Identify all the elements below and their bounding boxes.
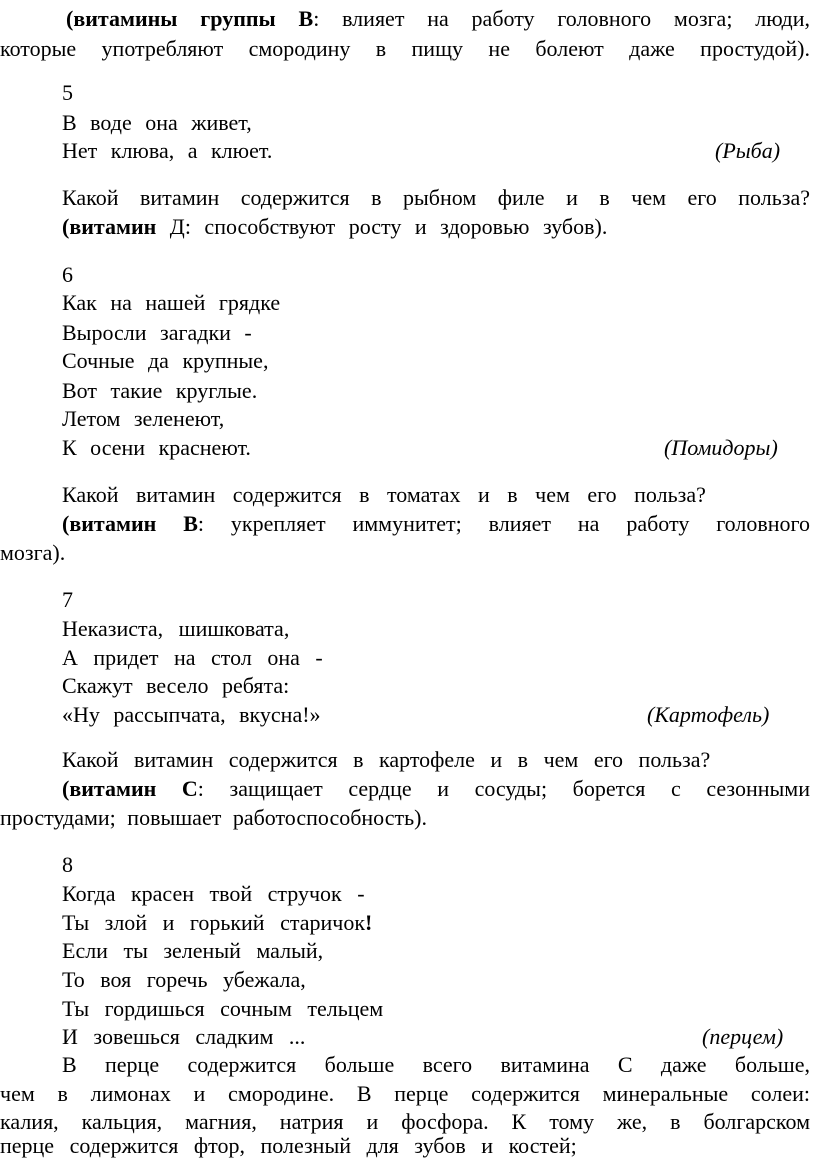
riddle-7-question: Какой витамин содержится в картофеле и в чем его польза? xyxy=(62,747,711,772)
riddle-7-answer: (Картофель) xyxy=(647,702,770,727)
riddle-5-number: 5 xyxy=(62,80,73,105)
riddle-8-number: 8 xyxy=(62,852,73,877)
riddle-6-line-6: К осени краснеют. xyxy=(62,435,251,460)
riddle-7-vitamin: (витамин С: защищает сердце и сосуды; борется с сезонными xyxy=(62,776,811,801)
riddle-5-line-2: Нет клюва, а клюет. xyxy=(62,138,273,163)
riddle-6-line-1: Как на нашей грядке xyxy=(62,290,281,315)
riddle-5-question: Какой витамин содержится в рыбном филе и в чем его польза? xyxy=(62,185,810,210)
riddle-5-line-1: В воде она живет, xyxy=(62,110,252,135)
riddle-7-line-1: Неказиста, шишковата, xyxy=(62,616,290,641)
riddle-6-number: 6 xyxy=(62,262,73,287)
riddle-5-vitamin: (витамин Д: способствуют росту и здоровью зубов). xyxy=(62,214,608,239)
riddle-8-line-6: И зовешься сладким ... xyxy=(62,1024,306,1049)
riddle-8-line-1: Когда красен твой стручок - xyxy=(62,881,365,906)
riddle-8-line-4: То воя горечь убежала, xyxy=(62,967,306,992)
riddle-7-vitamin-tail: простудами; повышает работоспособность). xyxy=(0,805,427,830)
intro-line-2: которые употребляют смородину в пищу не болеют даже простудой). xyxy=(0,36,810,61)
riddle-6-question: Какой витамин содержится в томатах и в чем его польза? xyxy=(62,482,706,507)
riddle-8-answer: (перцем) xyxy=(702,1024,784,1049)
pepper-paragraph-line-1: В перце содержится больше всего витамина С даже больше, xyxy=(62,1052,810,1077)
riddle-6-vitamin: (витамин В: укрепляет иммунитет; влияет на работу головного xyxy=(62,511,811,536)
pepper-paragraph-line-2: чем в лимонах и смородине. В перце содержится минеральные солеи: xyxy=(0,1081,810,1106)
riddle-7-line-3: Скажут весело ребята: xyxy=(62,673,290,698)
riddle-6-line-4: Вот такие круглые. xyxy=(62,378,258,403)
riddle-6-line-3: Сочные да крупные, xyxy=(62,348,269,373)
intro-line-1: (витамины группы В: влияет на работу головного мозга; люди, xyxy=(66,6,810,31)
riddle-8-line-3: Если ты зеленый малый, xyxy=(62,938,324,963)
riddle-7-number: 7 xyxy=(62,587,73,612)
riddle-8-line-5: Ты гордишься сочным тельцем xyxy=(62,996,384,1021)
riddle-6-line-2: Выросли загадки - xyxy=(62,320,252,345)
pepper-paragraph-line-3: калия, кальция, магния, натрия и фосфора. К тому же, в болгарском xyxy=(0,1109,810,1134)
pepper-paragraph-line-4: перце содержится фтор, полезный для зубов и костей; xyxy=(0,1133,577,1158)
riddle-6-vitamin-tail: мозга). xyxy=(0,540,66,565)
riddle-5-answer: (Рыба) xyxy=(715,138,781,163)
riddle-7-line-4: «Ну рассыпчата, вкусна!» xyxy=(62,702,321,727)
riddle-6-line-5: Летом зеленеют, xyxy=(62,406,225,431)
riddle-8-line-2: Ты злой и горький старичок! xyxy=(62,910,373,935)
riddle-6-answer: (Помидоры) xyxy=(664,435,778,460)
riddle-7-line-2: А придет на стол она - xyxy=(62,645,323,670)
